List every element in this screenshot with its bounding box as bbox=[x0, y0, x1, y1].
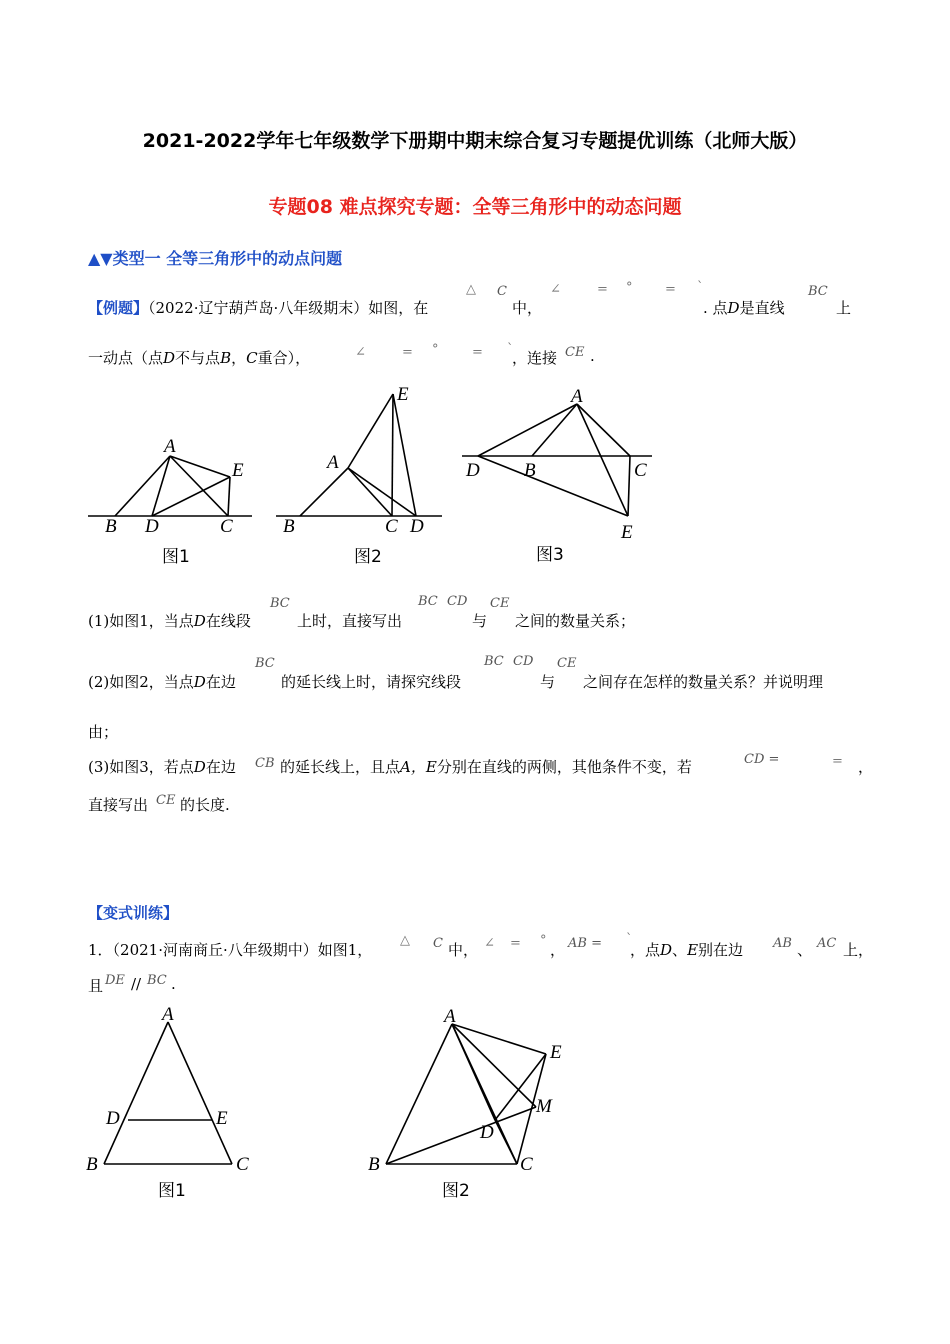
fig2-label-c: C bbox=[385, 516, 398, 537]
example-line-1: 【例题】（2022·辽宁葫芦岛·八年级期末）如图，在 bbox=[88, 299, 429, 317]
var-fig1-label-e: E bbox=[216, 1108, 228, 1129]
fig3-label-a: A bbox=[571, 386, 583, 407]
var-fig1-label-c: C bbox=[236, 1154, 249, 1175]
fig3-label-b: B bbox=[524, 460, 536, 481]
variant-problem-1: 1．（2021·河南商丘·八年级期中）如图1， bbox=[88, 941, 373, 959]
fig2-label-a: A bbox=[327, 452, 339, 473]
example-tag: 【例题】 bbox=[88, 299, 149, 317]
var-fig2-caption: 图2 bbox=[442, 1181, 470, 1201]
var-fig1-caption: 图1 bbox=[158, 1181, 186, 1201]
var-fig1-label-a: A bbox=[162, 1004, 174, 1025]
example-figures bbox=[80, 380, 670, 570]
variant-tag: 【变式训练】 bbox=[88, 904, 179, 922]
question-3: (3)如图3，若点D在边 bbox=[88, 758, 236, 776]
fig1-caption: 图1 bbox=[162, 547, 190, 567]
variant-figures bbox=[80, 1000, 590, 1210]
fig3-label-c: C bbox=[634, 460, 647, 481]
document-subtitle: 专题08 难点探究专题：全等三角形中的动态问题 bbox=[268, 196, 682, 218]
var-fig1-label-b: B bbox=[86, 1154, 98, 1175]
fig3-label-e: E bbox=[621, 522, 633, 543]
section-heading: ▲▼类型一 全等三角形中的动点问题 bbox=[88, 249, 343, 268]
example-line-2: 一动点（点D不与点B，C重合）， bbox=[88, 349, 311, 367]
var-fig2-label-a: A bbox=[444, 1006, 456, 1027]
var-fig2-label-e: E bbox=[550, 1042, 562, 1063]
question-1: (1)如图1，当点D在线段 bbox=[88, 612, 251, 630]
variant-problem-1-line-2: 且 bbox=[88, 977, 104, 995]
question-2: (2)如图2，当点D在边 bbox=[88, 673, 236, 691]
fig1-label-b: B bbox=[105, 516, 117, 537]
fig2-label-d: D bbox=[410, 516, 424, 537]
fig1-label-d: D bbox=[145, 516, 159, 537]
var-fig2-label-d: D bbox=[480, 1122, 494, 1143]
var-fig2-label-c: C bbox=[520, 1154, 533, 1175]
fig1-label-e: E bbox=[232, 460, 244, 481]
document-title: 2021-2022学年七年级数学下册期中期末综合复习专题提优训练（北师大版） bbox=[142, 130, 808, 152]
fig3-label-d: D bbox=[466, 460, 480, 481]
var-fig2-label-m: M bbox=[536, 1096, 552, 1117]
fig2-label-e: E bbox=[397, 384, 409, 405]
example-line-1-cont: . 点D是直线 bbox=[703, 299, 785, 317]
var-fig2-label-b: B bbox=[368, 1154, 380, 1175]
fig2-label-b: B bbox=[283, 516, 295, 537]
var-fig1-label-d: D bbox=[106, 1108, 120, 1129]
fig1-label-a: A bbox=[164, 436, 176, 457]
angle-symbol: ∠ bbox=[550, 282, 561, 297]
fig3-caption: 图3 bbox=[536, 545, 564, 565]
fig2-caption: 图2 bbox=[354, 547, 382, 567]
triangle-symbol: △ bbox=[466, 282, 476, 297]
fig1-label-c: C bbox=[220, 516, 233, 537]
